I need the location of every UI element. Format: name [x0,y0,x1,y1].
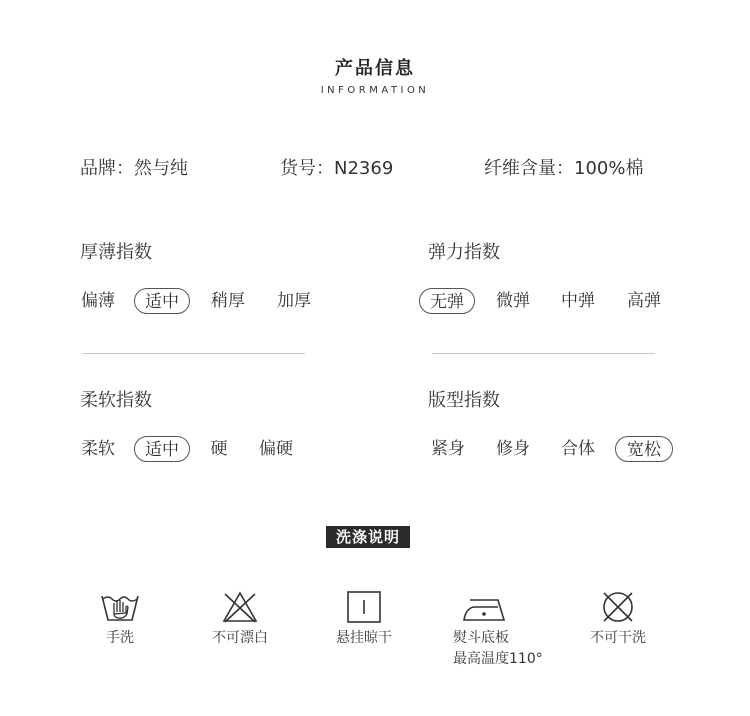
thickness-option-selected: 适中 [134,288,190,314]
elasticity-option: 微弹 [496,291,530,311]
hand-wash-icon [100,590,140,624]
fiber-content-info: 纤维含量：100%棉 [484,158,644,179]
hang-dry-icon [344,590,384,624]
fit-option-selected: 宽松 [615,436,673,462]
softness-index-title: 柔软指数 [80,390,152,411]
no-dry-clean-icon [598,590,638,624]
elasticity-option: 高弹 [627,291,661,311]
thickness-index-title: 厚薄指数 [80,242,152,263]
iron-icon [462,590,508,624]
page-subtitle: INFORMATION [320,85,430,96]
care-label: 悬挂晾干 [336,630,392,646]
elasticity-option: 中弹 [561,291,595,311]
elasticity-index-title: 弹力指数 [428,242,500,263]
brand-info: 品牌：然与纯 [80,158,188,179]
care-label: 熨斗底板 [453,630,509,646]
fit-option: 修身 [496,439,530,459]
softness-option-selected: 适中 [134,436,190,462]
elasticity-option-selected: 无弹 [419,288,475,314]
divider-right [432,353,655,354]
no-bleach-icon [220,590,260,624]
softness-option: 硬 [210,439,228,459]
fit-index-title: 版型指数 [428,390,500,411]
softness-option: 偏硬 [259,439,293,459]
care-label-temperature: 最高温度110° [453,651,543,667]
page-title: 产品信息 [335,58,415,79]
thickness-option: 加厚 [277,291,311,311]
item-number-info: 货号：N2369 [280,158,394,179]
fit-option: 合体 [561,439,595,459]
care-label: 不可漂白 [212,630,268,646]
softness-option: 柔软 [81,439,115,459]
thickness-option: 偏薄 [81,291,115,311]
care-label: 不可干洗 [590,630,646,646]
thickness-option: 稍厚 [211,291,245,311]
washing-instructions-badge: 洗涤说明 [326,526,410,548]
fit-option: 紧身 [431,439,465,459]
care-label: 手洗 [106,630,134,646]
divider-left [82,353,305,354]
